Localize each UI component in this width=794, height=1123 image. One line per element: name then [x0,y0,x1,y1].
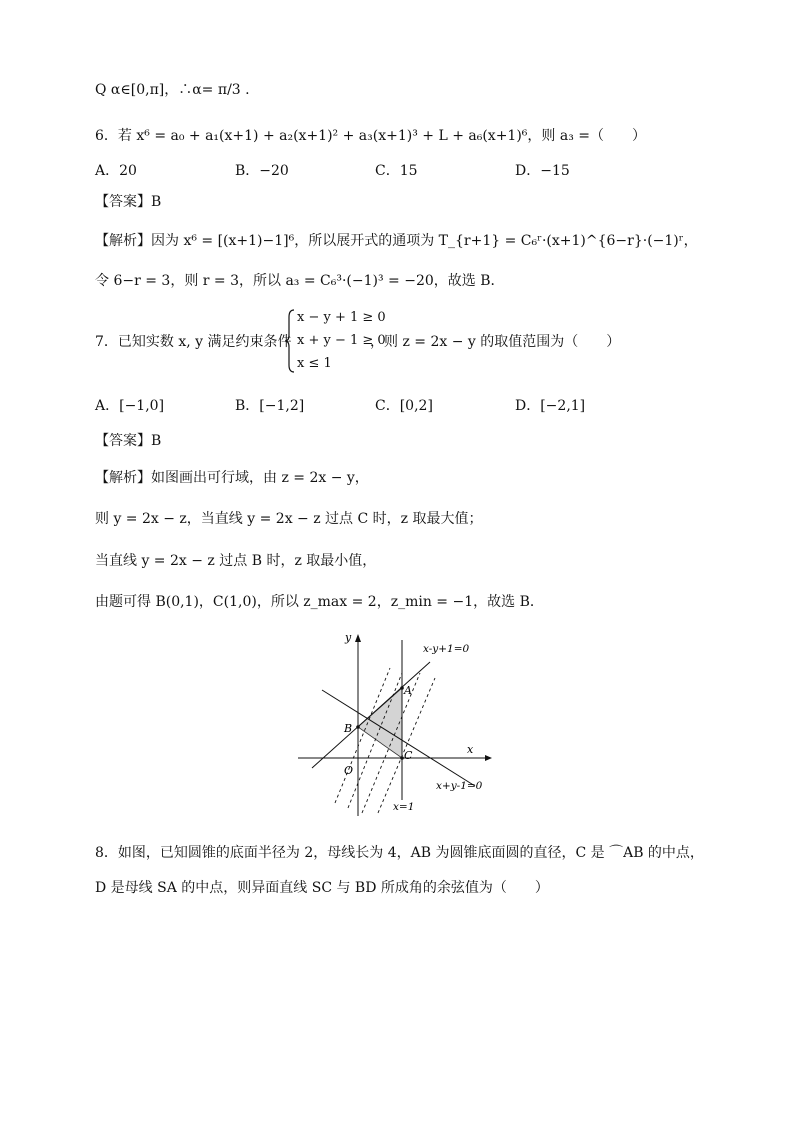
q6-option-c: C．15 [375,163,418,179]
question-6-stem: 6．若 x⁶ = a₀ + a₁(x+1) + a₂(x+1)² + a₃(x+1)³ + L + a₆(x+1)⁶，则 a₃ =（ ） [95,128,646,144]
question-6-analysis-line-2: 令 6−r = 3，则 r = 3，所以 a₃ = C₆³·(−1)³ = −20，故选 B． [95,273,505,289]
y-axis-label: y [345,631,352,644]
q7-option-d: D．[−2,1] [515,398,586,414]
y-axis-arrow [355,634,361,642]
point-b-label: B [344,722,353,735]
x-axis-arrow [485,755,492,761]
q6-option-a: A．20 [95,163,137,179]
question-7-answer: 【答案】B [95,433,162,449]
question-7-analysis-4: 由题可得 B(0,1)，C(1,0)，所以 z_max = 2，z_min = −1，故选 B． [95,594,544,610]
origin-label: O [344,764,354,777]
q7-option-c: C．[0,2] [375,398,433,414]
question-6-analysis-line-1: 【解析】因为 x⁶ = [(x+1)−1]⁶，所以展开式的通项为 T_{r+1} = C₆ʳ·(x+1)^{6−r}·(−1)ʳ， [95,233,698,249]
question-7-analysis-3: 当直线 y = 2x − z 过点 B 时，z 取最小值， [95,553,377,569]
question-7-stem-suffix: ，则 z = 2x − y 的取值范围为（ ） [370,334,621,350]
point-a-label: A [404,684,412,697]
question-8-line-2: D 是母线 SA 的中点，则异面直线 SC 与 BD 所成角的余弦值为（ ） [95,880,549,896]
line-2-label: x+y-1=0 [436,780,483,792]
x-axis-label: x [467,743,474,756]
constraint-brace [284,309,296,373]
question-7-stem-prefix: 7．已知实数 x, y 满足约束条件 [95,334,292,350]
constraint-3: x ≤ 1 [297,356,332,371]
constraint-2: x + y − 1 ≥ 0 [297,333,386,348]
previous-solution-line: Q α∈[0,π]，∴α= π/3 . [95,82,250,98]
constraint-1: x − y + 1 ≥ 0 [297,310,386,325]
point-b-dot [356,725,360,729]
question-8-line-1: 8．如图，已知圆锥的底面半径为 2，母线长为 4，AB 为圆锥底面圆的直径，C 是 ⌒AB 的中点， [95,845,704,861]
line-3-label: x=1 [393,801,415,813]
feasible-region [358,688,402,758]
q7-option-b: B．[−1,2] [235,398,305,414]
q6-option-b: B．−20 [235,163,289,179]
line-1-label: x-y+1=0 [423,643,470,655]
feasible-region-diagram [290,628,500,823]
q7-option-a: A．[−1,0] [95,398,165,414]
question-7-analysis-1: 【解析】如图画出可行域，由 z = 2x − y， [95,470,369,486]
q6-option-d: D．−15 [515,163,570,179]
question-6-answer: 【答案】B [95,194,162,210]
question-7-analysis-2: 则 y = 2x − z，当直线 y = 2x − z 过点 C 时，z 取最大值； [95,511,483,527]
point-c-label: C [404,749,413,762]
